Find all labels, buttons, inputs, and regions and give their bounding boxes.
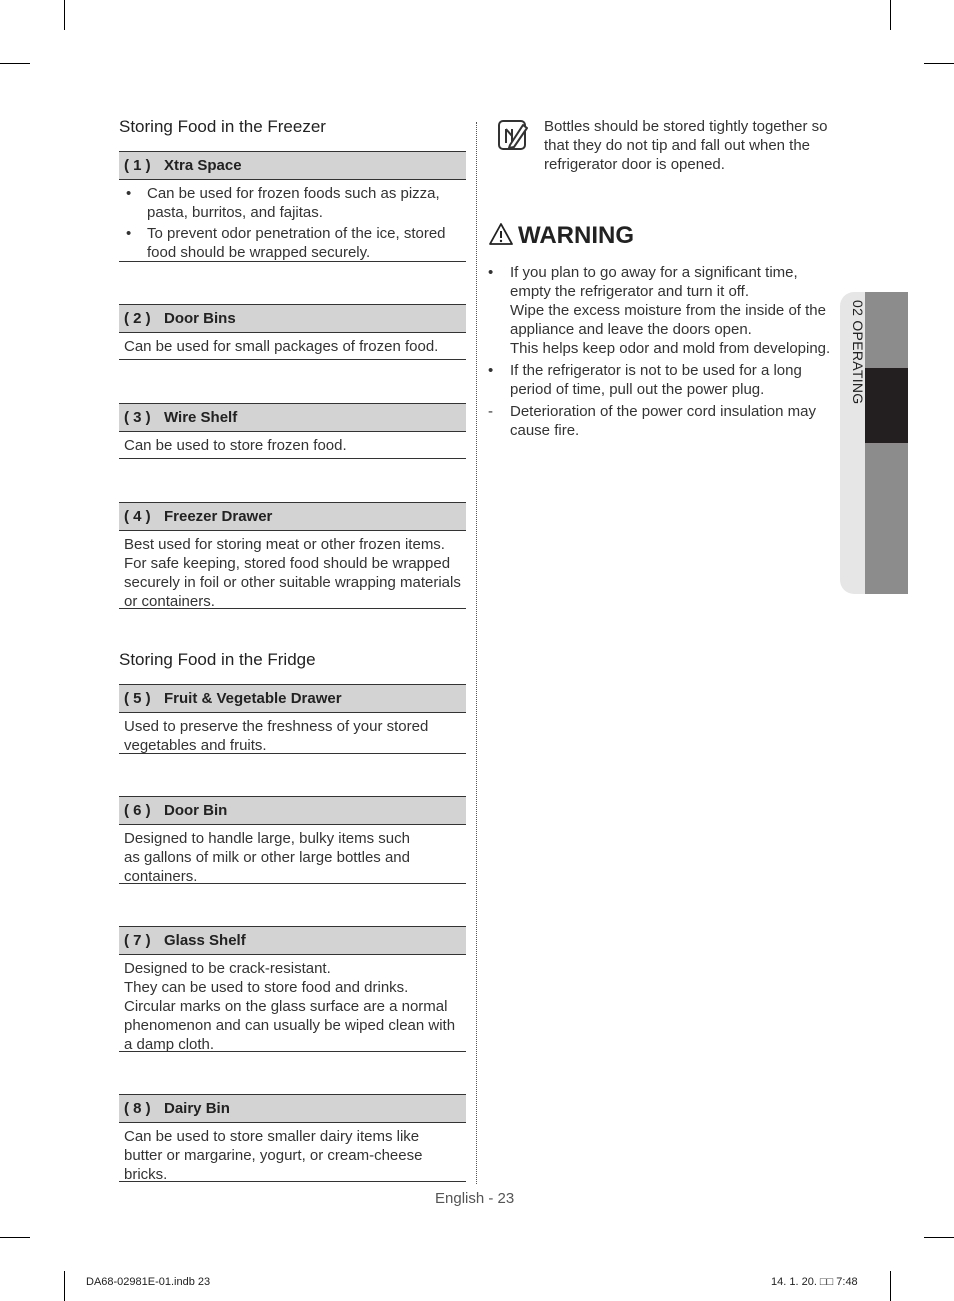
item-header: ( 8 ) Dairy Bin <box>119 1094 466 1123</box>
item-header: ( 4 ) Freezer Drawer <box>119 502 466 531</box>
crop-mark <box>890 1271 891 1301</box>
footer-file-name: DA68-02981E-01.indb 23 <box>86 1276 211 1288</box>
fridge-item-door-bin <box>119 796 466 884</box>
freezer-item-xtra-space <box>119 151 466 262</box>
crop-mark <box>924 1237 954 1238</box>
item-header: ( 6 ) Door Bin <box>119 796 466 825</box>
item-body: Best used for storing meat or other frozen items. For safe keeping, stored food should be wrapped securely in foil or other suitable wrapping materials or containers. <box>124 536 461 610</box>
item-header: ( 7 ) Glass Shelf <box>119 926 466 955</box>
item-header: ( 1 ) Xtra Space <box>119 151 466 180</box>
side-tab-active-marker <box>865 368 908 443</box>
page-number: English - 23 <box>435 1190 515 1207</box>
freezer-item-wire-shelf <box>119 403 466 459</box>
item-header: ( 2 ) Door Bins <box>119 304 466 333</box>
column-divider <box>476 122 477 1184</box>
list-item: - Deterioration of the power cord insulation may cause fire. <box>488 403 816 439</box>
warning-title: WARNING <box>488 221 838 251</box>
warning-section <box>488 221 838 443</box>
footer-timestamp: 14. 1. 20. □□ 7:48 <box>771 1276 858 1288</box>
side-tab-bar <box>865 292 908 594</box>
item-body: Designed to handle large, bulky items such as gallons of milk or other large bottles and containers. <box>124 830 410 885</box>
item-body: Used to preserve the freshness of your stored vegetables and fruits. <box>124 718 429 754</box>
left-column <box>119 116 466 1182</box>
crop-mark <box>64 1271 65 1301</box>
crop-mark <box>924 63 954 64</box>
item-body: Can be used to store smaller dairy items like butter or margarine, yogurt, or cream-cheese bricks. <box>124 1128 423 1183</box>
side-tab-label: 02 OPERATING <box>850 300 866 405</box>
item-header: ( 5 ) Fruit & Vegetable Drawer <box>119 684 466 713</box>
warning-triangle-icon <box>488 222 514 246</box>
item-body: Can be used to store frozen food. <box>124 437 347 454</box>
crop-mark <box>64 0 65 30</box>
note-pencil-icon <box>497 119 529 151</box>
note-text: Bottles should be stored tightly together so that they do not tip and fall out when the refrigerator door is opened. <box>544 118 828 173</box>
list-item: • If you plan to go away for a significant time, empty the refrigerator and turn it off. Wipe the excess moisture from the inside of the appliance and leave the doors open. This helps keep odor and mold from developing. <box>488 264 831 357</box>
warning-list <box>488 263 838 440</box>
list-item: • Can be used for frozen foods such as pizza, pasta, burritos, and fajitas. <box>124 184 461 222</box>
list-item: • If the refrigerator is not to be used for a long period of time, pull out the power plug. <box>488 362 802 398</box>
freezer-item-door-bins <box>119 304 466 360</box>
list-item: • To prevent odor penetration of the ice, stored food should be wrapped securely. <box>124 224 461 262</box>
fridge-item-glass-shelf <box>119 926 466 1052</box>
fridge-section-title: Storing Food in the Fridge <box>119 650 316 669</box>
fridge-item-fruit-vegetable-drawer <box>119 684 466 754</box>
crop-mark <box>0 1237 30 1238</box>
crop-mark <box>0 63 30 64</box>
item-body: Designed to be crack-resistant. They can be used to store food and drinks. Circular marks on the glass surface are a normal phenomenon and can usually be wiped clean with a damp cloth. <box>124 960 456 1053</box>
freezer-section-title: Storing Food in the Freezer <box>119 117 326 136</box>
freezer-item-freezer-drawer <box>119 502 466 609</box>
item-body: Can be used for small packages of frozen food. <box>124 338 439 355</box>
item-body <box>119 180 466 266</box>
item-header: ( 3 ) Wire Shelf <box>119 403 466 432</box>
crop-mark <box>890 0 891 30</box>
fridge-item-dairy-bin <box>119 1094 466 1182</box>
